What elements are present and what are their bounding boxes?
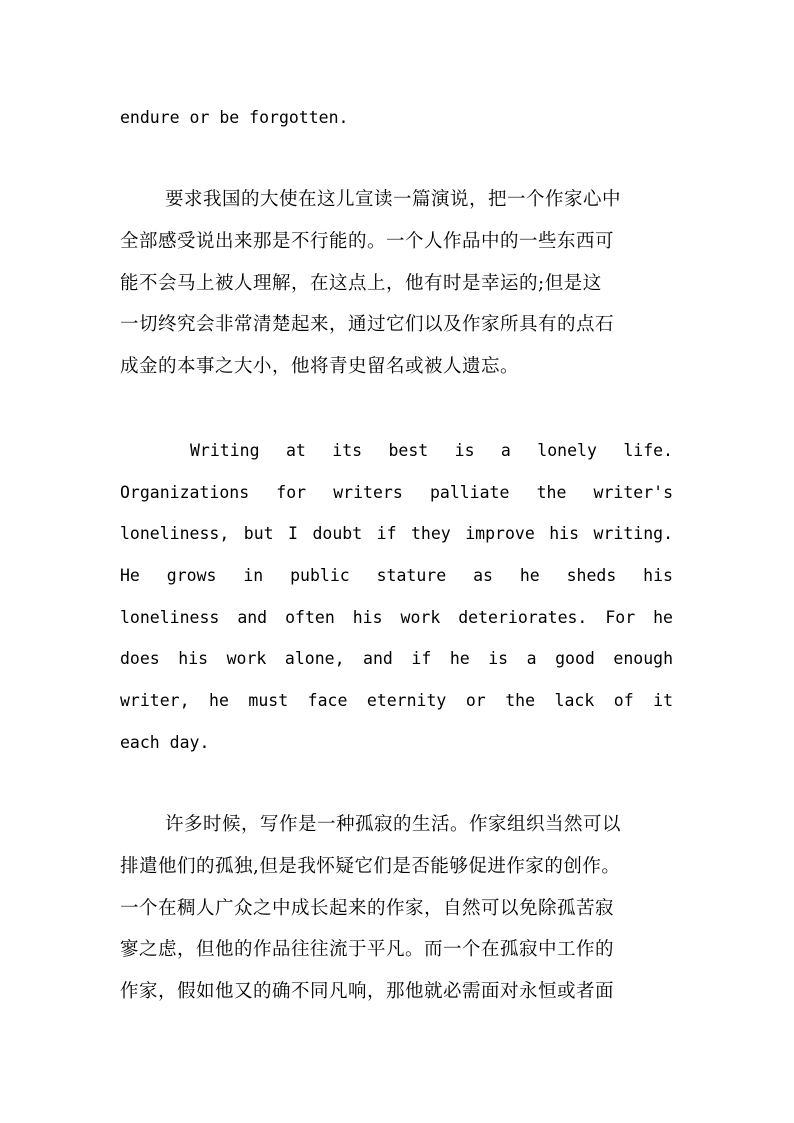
text-line: 能不会马上被人理解，在这点上，他有时是幸运的;但是这 [120, 273, 602, 294]
text-line: 排遣他们的孤独,但是我怀疑它们是否能够促进作家的创作。 [120, 856, 621, 877]
text-line: 一切终究会非常清楚起来，通过它们以及作家所具有的点石 [120, 314, 615, 335]
text-line: He grows in public stature as he sheds his [120, 566, 673, 585]
text-line: 要求我国的大使在这儿宣读一篇演说，把一个作家心中 [165, 189, 622, 210]
text-line: 许多时候，写作是一种孤寂的生活。作家组织当然可以 [165, 814, 622, 835]
text-line: 成金的本事之大小，他将青史留名或被人遗忘。 [120, 356, 520, 377]
text-line: Writing at its best is a lonely life. [190, 441, 673, 460]
text-line: 寥之虑，但他的作品往往流于平凡。而一个在孤寂中工作的 [120, 939, 615, 960]
text-line: loneliness and often his work deteriorates. For he [120, 608, 673, 627]
text-line: writer, he must face eternity or the lack of it [120, 691, 673, 710]
text-line: each day. [120, 733, 210, 752]
text-line: loneliness, but I doubt if they improve his writing. [120, 524, 673, 543]
text-line: endure or be forgotten. [120, 108, 349, 127]
text-line: 全部感受说出来那是不行能的。一个人作品中的一些东西可 [120, 231, 615, 252]
text-line: 一个在稠人广众之中成长起来的作家，自然可以免除孤苦寂 [120, 898, 615, 919]
text-line: does his work alone, and if he is a good enough [120, 649, 673, 668]
text-line: Organizations for writers palliate the writer's [120, 483, 673, 502]
text-line: 作家，假如他又的确不同凡响，那他就必需面对永恒或者面 [120, 981, 615, 1002]
